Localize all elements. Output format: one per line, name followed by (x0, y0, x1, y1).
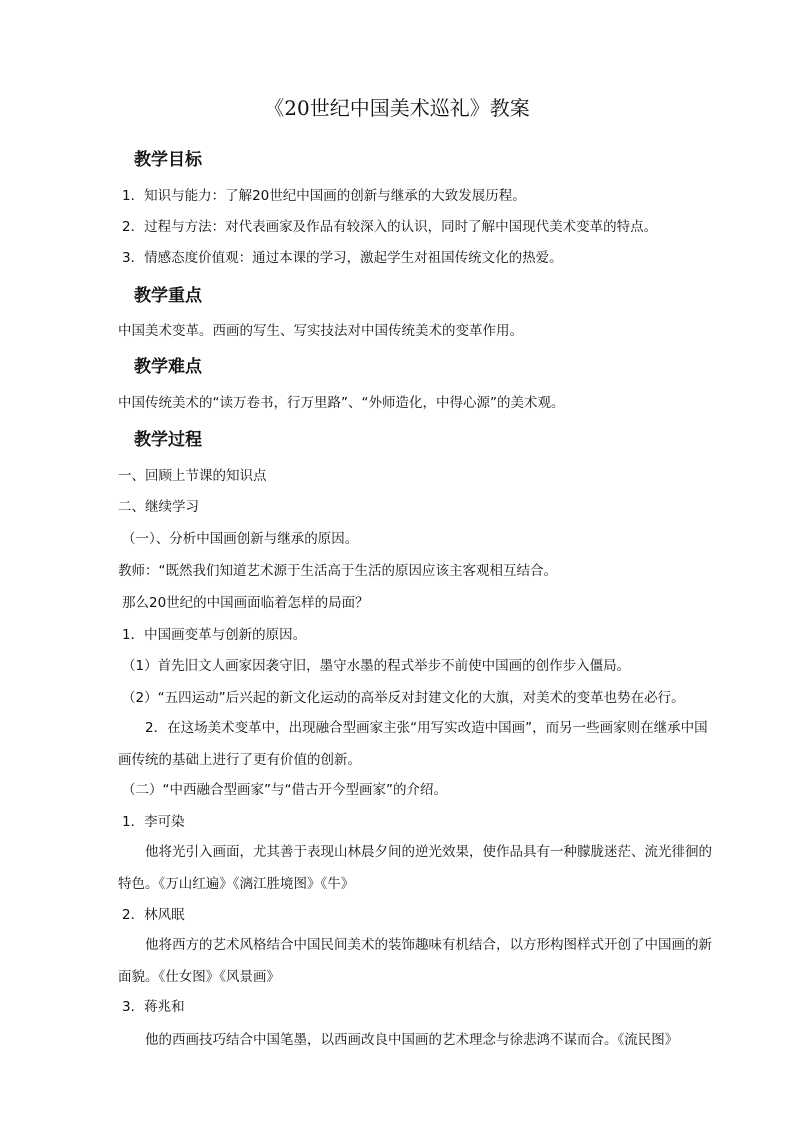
artist-name: 2．林风眠 (122, 907, 185, 923)
artist-description: 他将西方的艺术风格结合中国民间美术的装饰趣味有机结合，以方形构图样式开创了中国画的新面貌。《仕女图》《风景画》 (118, 937, 712, 985)
difficult-heading: 教学难点 (134, 357, 202, 377)
process-step: 二、继续学习 (118, 499, 199, 515)
goal-item: 2．过程与方法：对代表画家及作品有较深入的认识，同时了解中国现代美术变革的特点。 (122, 219, 658, 235)
section-subheading: （二）“中西融合型画家”与“借古开今型画家”的介绍。 (122, 782, 447, 798)
teacher-line: 教师：“既然我们知道艺术源于生活高于生活的原因应该主客观相互结合。 (118, 563, 557, 579)
artist-name: 3．蒋兆和 (122, 999, 185, 1015)
artist-description: 他将光引入画面，尤其善于表现山林晨夕间的逆光效果，使作品具有一种朦胧迷茫、流光徘徊的特色。《万山红遍》《漓江胜境图》《牛》 (118, 844, 712, 892)
question-line: 那么20世纪的中国画面临着怎样的局面？ (122, 595, 369, 611)
key-text: 中国美术变革。西画的写生、写实技法对中国传统美术的变革作用。 (118, 323, 523, 339)
difficult-text: 中国传统美术的“读万卷书，行万里路”、“外师造化，中得心源”的美术观。 (118, 395, 565, 411)
section-subheading: （一）、分析中国画创新与继承的原因。 (122, 531, 359, 547)
goal-item: 3．情感态度价值观：通过本课的学习，激起学生对祖国传统文化的热爱。 (122, 250, 563, 266)
artist-name: 1．李可染 (122, 814, 185, 830)
process-heading: 教学过程 (134, 430, 202, 450)
artist-description: 他的西画技巧结合中国笔墨，以西画改良中国画的艺术理念与徐悲鸿不谋而合。《流民图》 (145, 1032, 679, 1048)
reason-heading: 1．中国画变革与创新的原因。 (122, 627, 307, 643)
reason-item: （1）首先旧文人画家因袭守旧，墨守水墨的程式举步不前使中国画的创作步入僵局。 (122, 658, 631, 674)
goal-heading: 教学目标 (134, 150, 202, 170)
key-heading: 教学重点 (134, 286, 202, 306)
document-title: 《20世纪中国美术巡礼》教案 (264, 96, 530, 120)
goal-item: 1．知识与能力：了解20世纪中国画的创新与继承的大致发展历程。 (122, 188, 526, 204)
transformation-paragraph: 2．在这场美术变革中，出现融合型画家主张“用写实改造中国画”，而另一些画家则在继承中国画传统的基础上进行了更有价值的创新。 (118, 720, 708, 768)
reason-item: （2）“五四运动”后兴起的新文化运动的高举反对封建文化的大旗，对美术的变革也势在必行。 (122, 690, 685, 706)
process-step: 一、回顾上节课的知识点 (118, 468, 267, 484)
